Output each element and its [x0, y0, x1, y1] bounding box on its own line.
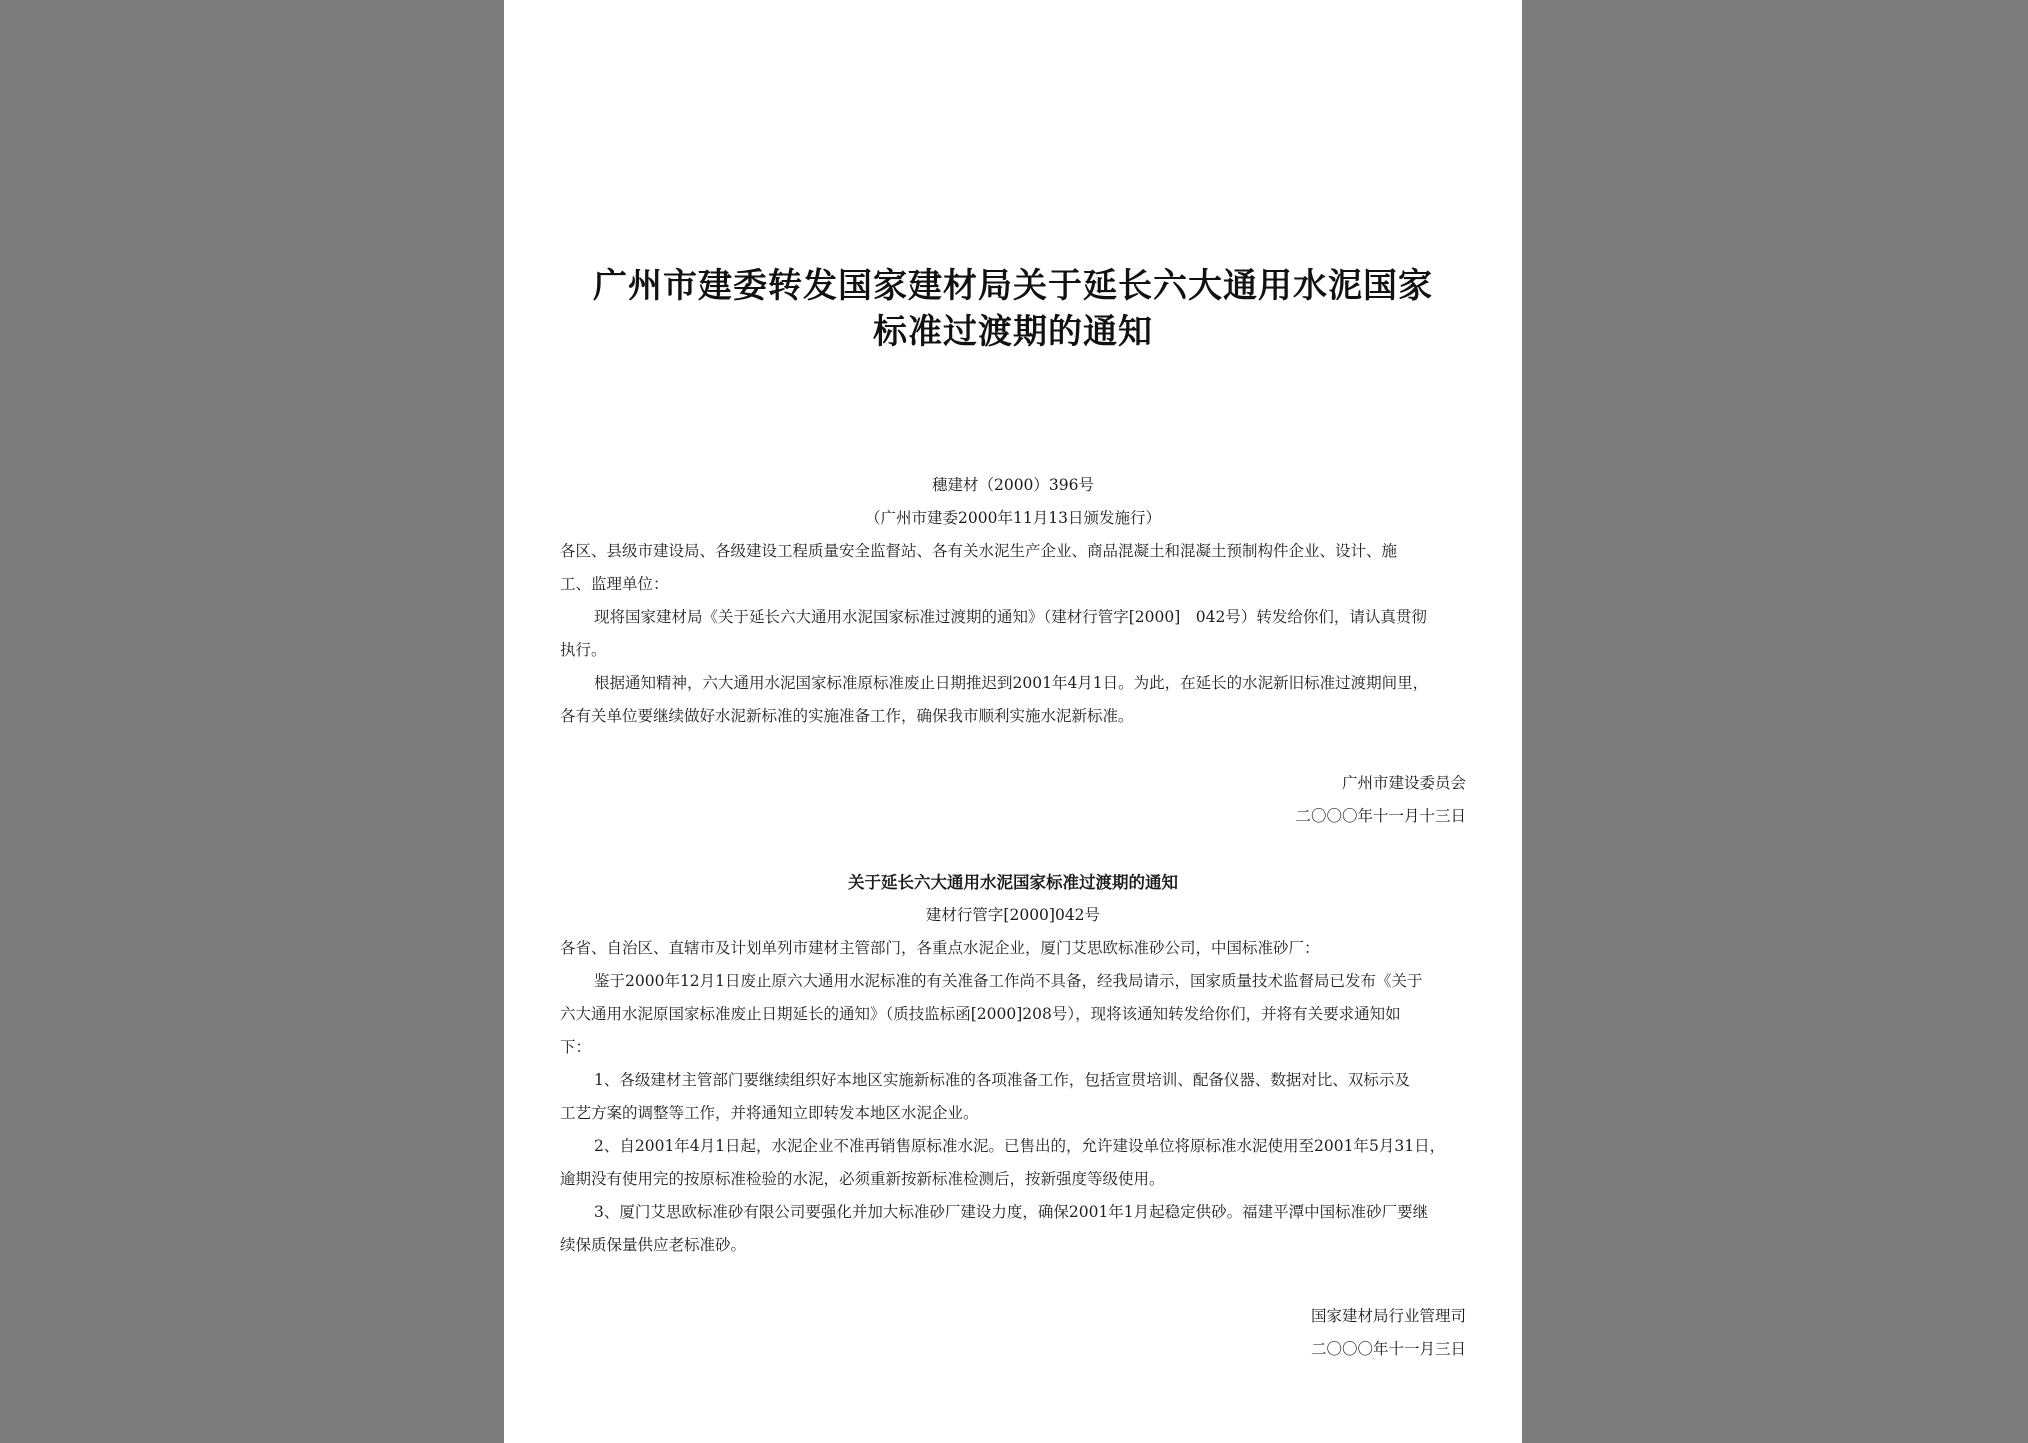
sub-paragraph1-line2: 六大通用水泥原国家标准废止日期延长的通知》（质技监标函[2000]208号），现将该通知转发给你们，并将有关要求通知如: [560, 1005, 1401, 1023]
item2-line2: 逾期没有使用完的按原标准检验的水泥，必须重新按新标准检测后，按新强度等级使用。: [560, 1170, 1165, 1188]
item1-line2: 工艺方案的调整等工作，并将通知立即转发本地区水泥企业。: [560, 1104, 979, 1122]
document-title-line2: 标准过渡期的通知: [873, 312, 1153, 352]
signer1: 广州市建设委员会: [1341, 774, 1466, 792]
sub-paragraph1-line1: 鉴于2000年12月1日废止原六大通用水泥标准的有关准备工作尚不具备，经我局请示，国家质量技术监督局已发布《关于: [594, 972, 1423, 990]
document-number: 穗建材（2000）396号: [931, 476, 1095, 494]
addressee-line2: 工、监理单位：: [560, 575, 669, 593]
date2: 二〇〇〇年十一月三日: [1310, 1340, 1466, 1358]
item1-line1: 1、各级建材主管部门要继续组织好本地区实施新标准的各项准备工作，包括宣贯培训、配备仪器、数据对比、双标示及: [594, 1071, 1410, 1089]
sub-notice-title: 关于延长六大通用水泥国家标准过渡期的通知: [848, 873, 1178, 892]
item2-line1: 2、自2001年4月1日起，水泥企业不准再销售原标准水泥。已售出的，允许建设单位将原标准水泥使用至2001年5月31日，: [594, 1137, 1446, 1155]
sub-paragraph1-line3: 下：: [560, 1038, 592, 1056]
item3-line2: 续保质保量供应老标准砂。: [560, 1236, 747, 1254]
paragraph1-line2: 执行。: [560, 641, 607, 659]
signer2: 国家建材局行业管理司: [1310, 1307, 1466, 1325]
addressee-line1: 各区、县级市建设局、各级建设工程质量安全监督站、各有关水泥生产企业、商品混凝土和混凝土预制构件企业、设计、施: [560, 542, 1398, 560]
document-title-line1: 广州市建委转发国家建材局关于延长六大通用水泥国家: [593, 266, 1433, 306]
document-page: [504, 0, 1522, 1443]
issue-note: （广州市建委2000年11月13日颁发施行）: [865, 509, 1161, 527]
paragraph2-line2: 各有关单位要继续做好水泥新标准的实施准备工作，确保我市顺利实施水泥新标准。: [560, 707, 1134, 725]
item3-line1: 3、厦门艾思欧标准砂有限公司要强化并加大标准砂厂建设力度，确保2001年1月起稳定供砂。福建平潭中国标准砂厂要继: [594, 1203, 1429, 1221]
paragraph2-line1: 根据通知精神，六大通用水泥国家标准原标准废止日期推迟到2001年4月1日。为此，在延长的水泥新旧标准过渡期间里，: [594, 674, 1429, 692]
paragraph1-line1: 现将国家建材局《关于延长六大通用水泥国家标准过渡期的通知》（建材行管字[2000] 042号）转发给你们，请认真贯彻: [594, 608, 1427, 626]
sub-addressee: 各省、自治区、直辖市及计划单列市建材主管部门，各重点水泥企业，厦门艾思欧标准砂公司，中国标准砂厂：: [560, 939, 1320, 957]
date1: 二〇〇〇年十一月十三日: [1295, 807, 1466, 825]
sub-notice-number: 建材行管字[2000]042号: [925, 906, 1101, 924]
